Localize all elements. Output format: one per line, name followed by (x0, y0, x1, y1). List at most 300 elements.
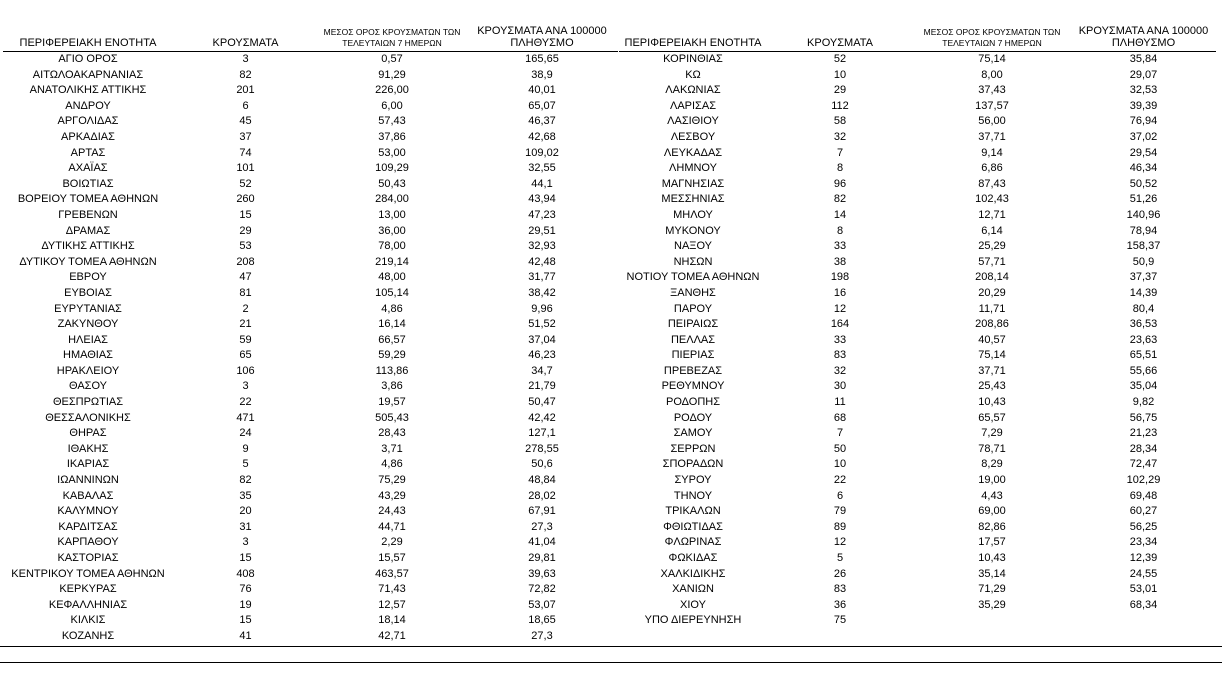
cell-per100k: 56,25 (1129, 520, 1158, 533)
cell-per100k: 46,34 (1129, 162, 1158, 175)
cell-per100k: 37,37 (1129, 271, 1158, 284)
cell-per100k: 35,84 (1129, 53, 1158, 65)
table-body-left (3, 52, 618, 645)
cell-region: ΚΑΒΑΛΑΣ (62, 489, 114, 502)
cell-per100k: 39,39 (1129, 99, 1158, 112)
table-row (3, 411, 618, 427)
table-row (3, 68, 618, 84)
cell-cases: 12 (833, 536, 847, 549)
cases-table-right (619, 21, 1216, 629)
cell-cases: 68 (833, 411, 847, 424)
cell-avg7: 65,57 (978, 411, 1006, 424)
cell-region: ΝΟΤΙΟΥ ΤΟΜΕΑ ΑΘΗΝΩΝ (626, 271, 760, 284)
cell-region: ΚΑΡΔΙΤΣΑΣ (58, 520, 118, 533)
cell-region: ΛΑΣΙΘΙΟΥ (667, 115, 719, 128)
cell-avg7: 66,57 (378, 333, 406, 346)
cell-per100k: 32,93 (528, 240, 556, 253)
cell-per100k: 46,23 (528, 349, 556, 362)
cell-cases: 41 (239, 629, 252, 642)
cell-avg7: 20,29 (978, 286, 1006, 299)
cell-cases: 3 (242, 380, 249, 393)
cell-cases: 76 (239, 583, 252, 596)
cell-cases: 15 (239, 614, 252, 627)
cell-cases: 96 (833, 177, 847, 190)
cell-avg7: 75,14 (978, 53, 1006, 65)
cell-avg7: 82,86 (978, 520, 1006, 533)
cell-cases: 33 (833, 333, 847, 346)
cell-region: ΧΙΟΥ (680, 598, 706, 611)
cell-region: ΜΑΓΝΗΣΙΑΣ (661, 177, 725, 190)
cell-avg7: 42,71 (378, 629, 406, 642)
cell-cases: 5 (836, 552, 844, 564)
table-row (3, 567, 618, 583)
cell-avg7: 9,14 (981, 146, 1003, 159)
cell-avg7: 37,43 (978, 84, 1006, 97)
cell-avg7: 7,29 (981, 427, 1003, 440)
table-row (619, 535, 1216, 551)
cell-avg7: 37,71 (978, 130, 1006, 143)
cell-cases: 21 (239, 318, 252, 331)
header-per100k: ΚΡΟΥΣΜΑΤΑ ΑΝΑ 100000 ΠΛΗΘΥΣΜΟ (1078, 25, 1209, 49)
table-row (619, 473, 1216, 489)
cell-avg7: 6,00 (381, 99, 403, 112)
cell-per100k: 46,37 (528, 115, 556, 128)
table-row (619, 146, 1216, 162)
cell-cases: 36 (833, 598, 847, 611)
cell-region: ΡΕΘΥΜΝΟΥ (661, 380, 725, 393)
cell-region: ΛΕΥΚΑΔΑΣ (663, 146, 723, 159)
cell-per100k: 34,7 (531, 364, 553, 377)
table-row (619, 255, 1216, 271)
cell-region: ΓΡΕΒΕΝΩΝ (58, 208, 118, 221)
table-row (3, 551, 618, 567)
cell-per100k: 51,26 (1129, 193, 1158, 206)
cell-avg7: 78,71 (978, 442, 1006, 455)
cell-avg7: 505,43 (375, 411, 409, 424)
cell-region: ΚΟΡΙΝΘΙΑΣ (663, 53, 723, 65)
cell-per100k: 39,63 (528, 567, 556, 580)
cell-region: ΠΑΡΟΥ (673, 302, 713, 315)
cell-per100k: 50,52 (1129, 177, 1158, 190)
cell-per100k: 27,3 (531, 629, 553, 642)
table-row (619, 83, 1216, 99)
cell-per100k: 41,04 (528, 536, 556, 549)
cell-per100k: 50,47 (528, 396, 556, 409)
table-row (3, 99, 618, 115)
cell-per100k: 76,94 (1129, 115, 1158, 128)
table-row (619, 317, 1216, 333)
cell-cases: 59 (239, 333, 252, 346)
cell-region: ΗΛΕΙΑΣ (68, 333, 108, 346)
table-row (3, 255, 618, 271)
cell-per100k: 53,01 (1129, 583, 1158, 596)
table-row (3, 83, 618, 99)
cell-cases: 74 (239, 146, 252, 159)
cell-per100k: 51,52 (528, 318, 556, 331)
cell-avg7: 69,00 (978, 505, 1006, 518)
cell-avg7: 78,00 (378, 240, 406, 253)
cell-per100k: 38,42 (528, 286, 556, 299)
cell-region: ΗΡΑΚΛΕΙΟΥ (56, 364, 120, 377)
table-row (3, 457, 618, 473)
cell-per100k: 12,39 (1129, 552, 1158, 564)
table-row (3, 130, 618, 146)
cell-avg7: 24,43 (378, 505, 406, 518)
cell-region: ΣΑΜΟΥ (673, 427, 713, 440)
cell-avg7: 59,29 (378, 349, 406, 362)
cell-region: ΛΑΚΩΝΙΑΣ (665, 84, 721, 97)
cell-avg7: 25,43 (978, 380, 1006, 393)
cell-region: ΑΡΚΑΔΙΑΣ (61, 130, 115, 143)
cell-cases: 24 (239, 427, 252, 440)
table-row (3, 582, 618, 598)
table-row (619, 208, 1216, 224)
table-row (619, 270, 1216, 286)
cell-avg7: 37,86 (378, 130, 406, 143)
cell-region: ΙΚΑΡΙΑΣ (66, 458, 110, 471)
cell-per100k: 60,27 (1129, 505, 1158, 518)
cell-avg7: 44,71 (378, 520, 406, 533)
table-row (3, 489, 618, 505)
cell-per100k: 9,82 (1132, 396, 1155, 409)
cell-region: ΕΥΡΥΤΑΝΙΑΣ (54, 302, 122, 315)
cell-per100k: 158,37 (1126, 240, 1161, 253)
cell-region: ΧΑΛΚΙΔΙΚΗΣ (660, 567, 726, 580)
cell-per100k: 42,48 (528, 255, 556, 268)
cell-region: ΗΜΑΘΙΑΣ (63, 349, 113, 362)
cell-per100k: 29,51 (528, 224, 556, 237)
cell-cases: 29 (833, 84, 847, 97)
table-row (3, 270, 618, 286)
table-row (619, 426, 1216, 442)
cell-cases: 26 (833, 567, 847, 580)
table-row (619, 130, 1216, 146)
table-row (3, 613, 618, 629)
cell-avg7: 2,29 (381, 536, 403, 549)
cell-region: ΑΝΑΤΟΛΙΚΗΣ ΑΤΤΙΚΗΣ (29, 84, 147, 97)
cell-cases: 47 (239, 271, 252, 284)
cell-per100k: 78,94 (1129, 224, 1158, 237)
cell-per100k: 72,47 (1129, 458, 1158, 471)
cell-region: ΦΩΚΙΔΑΣ (668, 552, 718, 564)
cell-per100k: 36,53 (1129, 318, 1158, 331)
header-region: ΠΕΡΙΦΕΡΕΙΑΚΗ ΕΝΟΤΗΤΑ (19, 37, 157, 49)
table-row (619, 489, 1216, 505)
cell-region: ΑΧΑΪΑΣ (68, 162, 108, 175)
cell-per100k: 37,04 (528, 333, 556, 346)
cell-region: ΑΙΤΩΛΟΑΚΑΡΝΑΝΙΑΣ (32, 68, 144, 81)
cell-region: ΧΑΝΙΩΝ (672, 583, 714, 596)
cell-region: ΑΡΓΟΛΙΔΑΣ (57, 115, 119, 128)
cell-cases: 408 (236, 567, 255, 580)
cell-avg7 (913, 613, 1071, 629)
cell-avg7: 13,00 (378, 208, 406, 221)
cell-cases: 20 (239, 505, 252, 518)
header-region: ΠΕΡΙΦΕΡΕΙΑΚΗ ΕΝΟΤΗΤΑ (624, 37, 762, 49)
table-row (619, 379, 1216, 395)
table-row (619, 442, 1216, 458)
table-row (3, 473, 618, 489)
cell-region: ΡΟΔΟΠΗΣ (665, 396, 721, 409)
cell-avg7: 19,57 (378, 396, 406, 409)
cell-cases: 82 (833, 193, 847, 206)
table-row (3, 192, 618, 208)
bottom-divider (0, 646, 1222, 647)
cell-avg7: 36,00 (378, 224, 406, 237)
cell-region: ΤΡΙΚΑΛΩΝ (665, 505, 721, 518)
table-row (619, 411, 1216, 427)
cell-avg7: 10,43 (978, 396, 1006, 409)
cell-cases: 101 (236, 162, 255, 175)
cell-cases: 8 (836, 162, 844, 175)
cell-cases: 45 (239, 115, 252, 128)
cell-per100k: 69,48 (1129, 489, 1158, 502)
table-row (3, 302, 618, 318)
cell-cases: 7 (836, 427, 844, 440)
cell-per100k: 23,34 (1129, 536, 1158, 549)
cell-region: ΑΓΙΟ ΟΡΟΣ (58, 53, 118, 65)
cell-cases: 83 (833, 583, 847, 596)
cell-per100k: 140,96 (1126, 208, 1161, 221)
cell-cases: 7 (836, 146, 844, 159)
cell-avg7: 109,29 (375, 162, 409, 175)
cell-per100k: 165,65 (525, 53, 559, 65)
cell-per100k: 9,96 (531, 302, 553, 315)
table-row (619, 224, 1216, 240)
cell-region: ΚΕΡΚΥΡΑΣ (59, 583, 117, 596)
table-row (619, 520, 1216, 536)
table-row (619, 192, 1216, 208)
cell-region: ΠΕΙΡΑΙΩΣ (667, 318, 719, 331)
cell-cases: 52 (833, 53, 847, 65)
bottom-divider (0, 662, 1222, 663)
cell-per100k: 56,75 (1129, 411, 1158, 424)
cell-region: ΚΕΦΑΛΛΗΝΙΑΣ (48, 598, 128, 611)
cell-avg7: 6,86 (981, 162, 1003, 175)
cell-cases: 30 (833, 380, 847, 393)
cell-cases: 32 (833, 130, 847, 143)
table-row (3, 114, 618, 130)
cell-region: ΚΩ (685, 68, 701, 81)
cell-region: ΝΑΞΟΥ (674, 240, 712, 253)
cell-cases: 3 (242, 536, 249, 549)
cell-region: ΛΕΣΒΟΥ (670, 130, 716, 143)
cell-avg7: 57,71 (978, 255, 1006, 268)
cell-avg7: 137,57 (975, 99, 1009, 112)
cell-avg7: 4,86 (381, 458, 403, 471)
table-row (619, 395, 1216, 411)
cell-per100k: 14,39 (1129, 286, 1158, 299)
table-row (3, 364, 618, 380)
cell-per100k: 37,02 (1129, 130, 1158, 143)
cell-cases: 29 (239, 224, 252, 237)
table-row (3, 520, 618, 536)
cell-avg7: 105,14 (375, 286, 409, 299)
cell-per100k: 29,07 (1129, 68, 1158, 81)
cell-region: ΦΘΙΩΤΙΔΑΣ (663, 520, 723, 533)
cell-cases: 89 (833, 520, 847, 533)
cell-avg7: 57,43 (378, 115, 406, 128)
cell-per100k: 21,23 (1129, 427, 1158, 440)
cell-region: ΚΑΣΤΟΡΙΑΣ (57, 552, 119, 564)
cell-avg7: 12,57 (378, 598, 406, 611)
cell-avg7: 87,43 (978, 177, 1006, 190)
cell-cases: 3 (242, 53, 249, 65)
header-cases: ΚΡΟΥΣΜΑΤΑ (807, 37, 873, 49)
cell-per100k: 28,34 (1129, 442, 1158, 455)
header-cases: ΚΡΟΥΣΜΑΤΑ (212, 37, 279, 49)
cell-per100k: 80,4 (1132, 302, 1155, 315)
table-row (3, 52, 618, 68)
table-row (619, 161, 1216, 177)
cell-region: ΦΛΩΡΙΝΑΣ (664, 536, 722, 549)
table-row (3, 161, 618, 177)
cell-avg7: 0,57 (381, 53, 403, 65)
table-row (3, 239, 618, 255)
cell-cases: 82 (239, 474, 252, 487)
cell-per100k: 53,07 (528, 598, 556, 611)
table-row (619, 302, 1216, 318)
cell-cases: 83 (833, 349, 847, 362)
table-row (619, 68, 1216, 84)
header-row (619, 21, 1216, 52)
table-row (619, 504, 1216, 520)
cell-avg7: 50,43 (378, 177, 406, 190)
table-row (619, 177, 1216, 193)
cell-region: ΞΑΝΘΗΣ (670, 286, 716, 299)
cell-region: ΚΑΡΠΑΘΟΥ (57, 536, 119, 549)
table-row (3, 426, 618, 442)
table-row (619, 114, 1216, 130)
cell-cases: 106 (236, 364, 255, 377)
cell-per100k: 72,82 (528, 583, 556, 596)
cell-region: ΚΑΛΥΜΝΟΥ (57, 505, 119, 518)
cell-per100k: 38,9 (531, 68, 553, 81)
cell-per100k: 50,9 (1132, 255, 1155, 268)
cell-avg7: 102,43 (975, 193, 1009, 206)
cases-table-left (3, 21, 618, 645)
cell-per100k: 21,79 (528, 380, 556, 393)
cell-avg7: 71,29 (978, 583, 1006, 596)
cell-region: ΘΕΣΠΡΩΤΙΑΣ (52, 396, 124, 409)
table-row (619, 286, 1216, 302)
cell-per100k: 127,1 (528, 427, 556, 440)
cell-region: ΛΑΡΙΣΑΣ (669, 99, 716, 112)
cell-region: ΣΠΟΡΑΔΩΝ (662, 458, 724, 471)
cell-cases: 6 (836, 489, 844, 502)
cell-per100k: 44,1 (531, 177, 553, 190)
cell-avg7: 113,86 (375, 364, 409, 377)
cell-avg7: 28,43 (378, 427, 406, 440)
table-row (3, 379, 618, 395)
cell-region: ΖΑΚΥΝΘΟΥ (57, 318, 119, 331)
table-body-right (619, 52, 1216, 629)
cell-region: ΣΕΡΡΩΝ (670, 442, 716, 455)
cell-avg7: 12,71 (978, 208, 1006, 221)
header-avg7: ΜΕΣΟΣ ΟΡΟΣ ΚΡΟΥΣΜΑΤΩΝ ΤΩΝ ΤΕΛΕΥΤΑΙΩΝ 7 ΗΜΕΡΩΝ (923, 27, 1061, 48)
cell-region: ΕΥΒΟΙΑΣ (64, 286, 112, 299)
cell-cases: 79 (833, 505, 847, 518)
cell-cases: 208 (236, 255, 255, 268)
cell-avg7: 3,86 (381, 380, 403, 393)
cell-cases: 82 (239, 68, 252, 81)
cell-region: ΜΗΛΟΥ (673, 208, 713, 221)
cell-cases: 52 (239, 177, 252, 190)
cell-per100k: 35,04 (1129, 380, 1158, 393)
cell-per100k: 27,3 (531, 520, 553, 533)
table-row (619, 348, 1216, 364)
cell-cases: 260 (236, 193, 255, 206)
cell-avg7: 75,29 (378, 474, 406, 487)
table-row (619, 457, 1216, 473)
cell-region: ΔΥΤΙΚΟΥ ΤΟΜΕΑ ΑΘΗΝΩΝ (19, 255, 157, 268)
cell-per100k: 29,81 (528, 552, 556, 564)
cell-per100k: 67,91 (528, 505, 556, 518)
cell-region: ΚΙΛΚΙΣ (70, 614, 106, 627)
cell-region: ΥΠΟ ΔΙΕΡΕΥΝΗΣΗ (644, 614, 742, 627)
cell-region: ΜΕΣΣΗΝΙΑΣ (661, 193, 725, 206)
cell-cases: 198 (830, 271, 850, 284)
table-row (619, 598, 1216, 614)
cell-cases: 12 (833, 302, 847, 315)
cell-cases: 35 (239, 489, 252, 502)
table-row (3, 208, 618, 224)
cell-per100k: 42,42 (528, 411, 556, 424)
cell-per100k: 43,94 (528, 193, 556, 206)
table-row (3, 442, 618, 458)
cell-cases: 37 (239, 130, 252, 143)
cell-cases: 22 (239, 396, 252, 409)
table-row (3, 146, 618, 162)
cell-region: ΔΡΑΜΑΣ (65, 224, 111, 237)
cell-per100k: 32,53 (1129, 84, 1158, 97)
header-avg7: ΜΕΣΟΣ ΟΡΟΣ ΚΡΟΥΣΜΑΤΩΝ ΤΩΝ ΤΕΛΕΥΤΑΙΩΝ 7 ΗΜΕΡΩΝ (323, 27, 461, 48)
cell-cases: 112 (831, 99, 849, 112)
header-row (3, 21, 618, 52)
table-row (619, 582, 1216, 598)
cell-avg7: 11,71 (978, 302, 1006, 315)
table-row (3, 317, 618, 333)
cell-region: ΑΡΤΑΣ (70, 146, 106, 159)
table-row (3, 333, 618, 349)
cell-avg7: 8,29 (981, 458, 1003, 471)
cell-cases: 22 (833, 474, 847, 487)
cell-region: ΘΑΣΟΥ (68, 380, 108, 393)
cell-per100k: 40,01 (528, 84, 556, 97)
cell-per100k: 47,23 (528, 208, 556, 221)
cell-region: ΑΝΔΡΟΥ (65, 99, 111, 112)
table-row (619, 551, 1216, 567)
cell-per100k: 109,02 (525, 146, 559, 159)
cell-per100k: 55,66 (1129, 364, 1158, 377)
cell-cases: 10 (833, 68, 847, 81)
cell-cases: 53 (239, 240, 252, 253)
cell-cases: 33 (833, 240, 847, 253)
cell-per100k: 68,34 (1129, 598, 1158, 611)
cell-cases: 5 (242, 458, 249, 471)
table-row (619, 52, 1216, 68)
cell-region: ΣΥΡΟΥ (674, 474, 712, 487)
cell-cases: 75 (833, 614, 847, 627)
table-row (3, 395, 618, 411)
cell-region: ΔΥΤΙΚΗΣ ΑΤΤΙΚΗΣ (41, 240, 135, 253)
cell-per100k: 42,68 (528, 130, 556, 143)
cell-cases: 81 (239, 286, 252, 299)
cell-avg7: 17,57 (978, 536, 1006, 549)
cell-avg7: 208,86 (975, 318, 1009, 331)
cell-avg7: 208,14 (975, 271, 1009, 284)
cell-avg7: 18,14 (378, 614, 406, 627)
